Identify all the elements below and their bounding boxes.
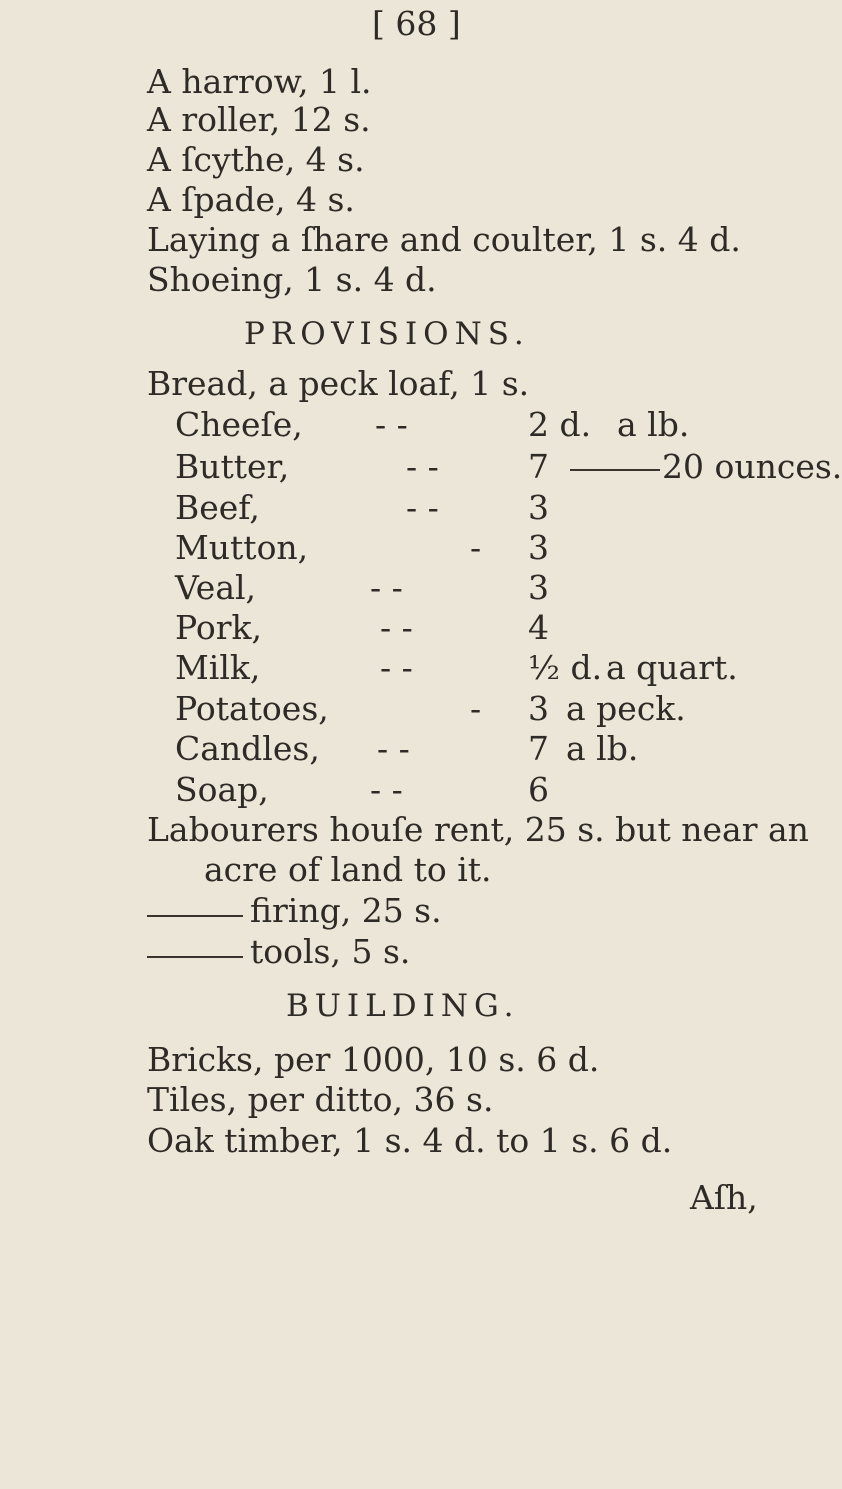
- provision-item: Pork,: [175, 608, 262, 647]
- provision-price: 3: [528, 488, 549, 527]
- firing-line: firing, 25 s.: [250, 891, 442, 930]
- ditto-rule: [147, 956, 243, 958]
- provision-item: Candles,: [175, 729, 320, 768]
- implement-line: A harrow, 1 l.: [147, 62, 372, 101]
- provision-dashes: -: [470, 689, 482, 728]
- labourers-acre-line: acre of land to it.: [204, 850, 492, 889]
- page-number: [ 68 ]: [372, 4, 461, 43]
- building-line: Bricks, per 1000, 10 s. 6 d.: [147, 1040, 600, 1079]
- provision-price: 3: [528, 528, 549, 567]
- building-line: Tiles, per ditto, 36 s.: [147, 1080, 494, 1119]
- provision-price: 3: [528, 568, 549, 607]
- labourers-line: Labourers houſe rent, 25 s. but near an: [147, 810, 809, 849]
- implement-line: A ſpade, 4 s.: [147, 180, 355, 219]
- provision-item: Butter,: [175, 447, 290, 486]
- provision-item: Soap,: [175, 770, 269, 809]
- provision-price: ½ d.: [528, 648, 603, 687]
- provision-dashes: - -: [370, 770, 403, 809]
- provision-unit: a lb.: [566, 729, 639, 768]
- building-line: Oak timber, 1 s. 4 d. to 1 s. 6 d.: [147, 1121, 673, 1160]
- provision-dashes: - -: [380, 648, 413, 687]
- provision-price: 6: [528, 770, 549, 809]
- ditto-rule: [147, 915, 243, 917]
- provision-item: Beef,: [175, 488, 260, 527]
- implement-line: Laying a ſhare and coulter, 1 s. 4 d.: [147, 220, 741, 259]
- provision-dashes: - -: [370, 568, 403, 607]
- building-heading: BUILDING.: [286, 988, 520, 1024]
- provision-item: Mutton,: [175, 528, 309, 567]
- provision-dashes: -: [470, 528, 482, 567]
- provision-dashes: - -: [375, 405, 408, 444]
- provision-item: Veal,: [175, 568, 257, 607]
- provision-note: 20 ounces.: [662, 447, 842, 486]
- provision-item: Potatoes,: [175, 689, 329, 728]
- catchword: Aſh,: [690, 1178, 758, 1217]
- tools-line: tools, 5 s.: [250, 932, 411, 971]
- provision-price: 3: [528, 689, 549, 728]
- implement-line: Shoeing, 1 s. 4 d.: [147, 260, 437, 299]
- provision-unit: a quart.: [606, 648, 738, 687]
- provision-price: 7: [528, 447, 549, 486]
- provision-dashes: - -: [377, 729, 410, 768]
- bread-line: Bread, a peck loaf, 1 s.: [147, 364, 530, 403]
- rule-dash: [570, 469, 660, 471]
- provision-unit: a lb.: [617, 405, 690, 444]
- provision-dashes: - -: [380, 608, 413, 647]
- provision-price: 4: [528, 608, 549, 647]
- implement-line: A roller, 12 s.: [147, 100, 371, 139]
- implement-line: A ſcythe, 4 s.: [147, 140, 365, 179]
- provision-price: 7: [528, 729, 549, 768]
- provision-price: 2 d.: [528, 405, 592, 444]
- provision-dashes: - -: [406, 447, 439, 486]
- provisions-heading: PROVISIONS.: [244, 316, 530, 352]
- provision-unit: a peck.: [566, 689, 686, 728]
- provision-item: Cheeſe,: [175, 405, 303, 444]
- provision-dashes: - -: [406, 488, 439, 527]
- provision-item: Milk,: [175, 648, 261, 687]
